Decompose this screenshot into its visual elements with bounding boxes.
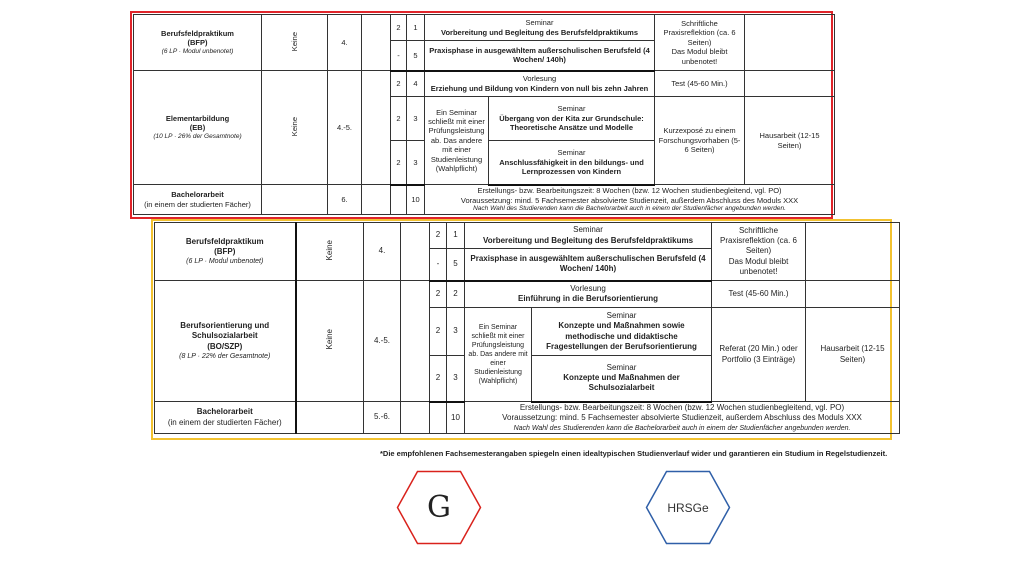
course-cell: Praxisphase in ausgewähltem außerschulischen Berufsfeld (4 Wochen/ 140h) xyxy=(425,41,655,71)
course-cell: Seminar Vorbereitung und Begleitung des Berufsfeldpraktikums xyxy=(425,15,655,41)
exam-cell: Hausarbeit (12-15 Seiten) xyxy=(745,97,835,185)
g-hexagon-badge[interactable] xyxy=(396,470,482,545)
exam-cell: Referat (20 Min.) oder Portfolio (3 Einträge) xyxy=(712,308,806,402)
bachelor-info-cell: Erstellungs- bzw. Bearbeitungszeit: 8 Wochen (bzw. 12 Wochen studienbegleitend, vgl. PO) Voraussetzung: mind. 5 Fachsemester absolvierte Studienzeit, außerdem Abschluss des Moduls XXX Nach Wahl des Studierenden kann die Bachelorarbeit auch in einem der Studienfächer angebunden werden. xyxy=(425,185,835,215)
course-cell: Vorlesung Erziehung und Bildung von Kindern von null bis zehn Jahren xyxy=(425,71,655,97)
table-row: 2 3 Ein Seminar schließt mit einer Prüfungsleistung ab. Das andere mit einer Studienleistung (Wahlpflicht) Seminar Übergang von der Kita zur Grundschule: Theoretische Ansätze und Modelle Kurzexposé zu einem Forschungsvorhaben (5- 6 Seiten) Hausarbeit (12-15 Seiten) xyxy=(134,97,835,141)
module-name-cell: Berufsfeldpraktikum (BFP) (6 LP · Modul unbenotet) xyxy=(155,223,296,281)
module-name-cell: Bachelorarbeit (in einem der studierten Fächer) xyxy=(134,185,262,215)
table-row: Bachelorarbeit (in einem der studierten Fächer) 6. 10 Erstellungs- bzw. Bearbeitungszeit: 8 Wochen (bzw. 12 Wochen studienbegleitend, vgl. PO) Voraussetzung: mind. 5 Fachsemester absolvierte Studienzeit, außerdem Abschluss des Moduls XXX Nach Wahl des Studierenden kann die Bachelorarbeit auch in einem der Studienfächer angebunden werden. xyxy=(134,185,835,215)
course-cell: Vorlesung Einführung in die Berufsorientierung xyxy=(465,281,712,308)
exam-cell: Hausarbeit (12-15 Seiten) xyxy=(806,308,900,402)
table-row: 2 3 Seminar Konzepte und Maßnahmen der Schulsozialarbeit xyxy=(155,356,900,402)
table-row: Bachelorarbeit (in einem der studierten Fächer) 5.-6. 10 Erstellungs- bzw. Bearbeitungszeit: 8 Wochen (bzw. 12 Wochen studienbegleitend, vgl. PO) Voraussetzung: mind. 5 Fachsemester absolvierte Studienzeit, außerdem Abschluss des Moduls XXX Nach Wahl des Studierenden kann die Bachelorarbeit auch in einem der Studienfächer angebunden werden. xyxy=(155,402,900,434)
table-row: - 5 Praxisphase in ausgewähltem außerschulischen Berufsfeld (4 Wochen/ 140h) xyxy=(155,249,900,281)
table-row: 2 3 Seminar Anschlussfähigkeit in den bildungs- und Lernprozessen von Kindern xyxy=(134,141,835,185)
hrsge-hexagon-badge[interactable] xyxy=(645,470,731,545)
table-row: - 5 Praxisphase in ausgewähltem außerschulischen Berufsfeld (4 Wochen/ 140h) xyxy=(134,41,835,71)
table-row: Berufsfeldpraktikum (BFP) (6 LP · Modul unbenotet) Keine 4. 2 1 Seminar Vorbereitung und Begleitung des Berufsfeldpraktikums Schriftliche Praxisreflektion (ca. 6 Seiten) Das Modul bleibt unbenotet! xyxy=(134,15,835,41)
semester-cell: 4.-5. xyxy=(364,281,401,402)
exam-cell: Kurzexposé zu einem Forschungsvorhaben (5- 6 Seiten) xyxy=(655,97,745,185)
exam-cell: Schriftliche Praxisreflektion (ca. 6 Seiten) Das Modul bleibt unbenotet! xyxy=(655,15,745,71)
table-row: Berufsorientierung und Schulsozialarbeit (BO/SZP) (8 LP · 22% der Gesamtnote) Keine 4.-5. 2 2 Vorlesung Einführung in die Berufsorientierung Test (45-60 Min.) xyxy=(155,281,900,308)
table-row: 2 3 Ein Seminar schließt mit einer Prüfungsleistung ab. Das andere mit einer Studienleistung (Wahlpflicht) Seminar Konzepte und Maßnahmen sowie methodische und didaktische Fragestellungen der Berufsorientierung Referat (20 Min.) oder Portfolio (3 Einträge) Hausarbeit (12-15 Seiten) xyxy=(155,308,900,356)
course-cell: Seminar Vorbereitung und Begleitung des Berufsfeldpraktikums xyxy=(465,223,712,249)
semester-cell: 6. xyxy=(328,185,362,215)
exam-cell: Schriftliche Praxisreflektion (ca. 6 Seiten) Das Modul bleibt unbenotet! xyxy=(712,223,806,281)
module-name-cell: Berufsfeldpraktikum (BFP) (6 LP · Modul unbenotet) xyxy=(134,15,262,71)
module-table-berufsorientierung xyxy=(154,222,900,434)
prereq-cell: Keine xyxy=(262,15,328,71)
module-name-cell: Berufsorientierung und Schulsozialarbeit (BO/SZP) (8 LP · 22% der Gesamtnote) xyxy=(155,281,296,402)
exam-cell: Test (45-60 Min.) xyxy=(655,71,745,97)
choice-cell: Ein Seminar schließt mit einer Prüfungsleistung ab. Das andere mit einer Studienleistung (Wahlpflicht) xyxy=(425,97,489,185)
module-name-cell: Bachelorarbeit (in einem der studierten Fächer) xyxy=(155,402,296,434)
g-badge-label: G xyxy=(427,490,451,525)
table-row: Berufsfeldpraktikum (BFP) (6 LP · Modul unbenotet) Keine 4. 2 1 Seminar Vorbereitung und Begleitung des Berufsfeldpraktikums Schriftliche Praxisreflektion (ca. 6 Seiten) Das Modul bleibt unbenotet! xyxy=(155,223,900,249)
bachelor-info-cell: Erstellungs- bzw. Bearbeitungszeit: 8 Wochen (bzw. 12 Wochen studienbegleitend, vgl. PO) Voraussetzung: mind. 5 Fachsemester absolvierte Studienzeit, außerdem Abschluss des Moduls XXX Nach Wahl des Studierenden kann die Bachelorarbeit auch in einem der Studienfächer angebunden werden. xyxy=(465,402,900,434)
semester-cell: 5.-6. xyxy=(364,402,401,434)
semester-cell: 4.-5. xyxy=(328,71,362,185)
prereq-cell: Keine xyxy=(296,281,364,402)
module-name-cell: Elementarbildung (EB) (10 LP · 26% der Gesamtnote) xyxy=(134,71,262,185)
footnote: *Die empfohlenen Fachsemesterangaben spiegeln einen idealtypischen Studienverlauf wider und garantieren ein Studium in Regelstudienzeit. xyxy=(380,449,888,458)
course-cell: Seminar Übergang von der Kita zur Grundschule: Theoretische Ansätze und Modelle xyxy=(489,97,655,141)
course-cell: Seminar Konzepte und Maßnahmen der Schulsozialarbeit xyxy=(532,356,712,402)
course-cell: Seminar Konzepte und Maßnahmen sowie methodische und didaktische Fragestellungen der Berufsorientierung xyxy=(532,308,712,356)
semester-cell: 4. xyxy=(328,15,362,71)
choice-cell: Ein Seminar schließt mit einer Prüfungsleistung ab. Das andere mit einer Studienleistung (Wahlpflicht) xyxy=(465,308,532,402)
exam-cell: Test (45-60 Min.) xyxy=(712,281,806,308)
prereq-cell: Keine xyxy=(296,223,364,281)
semester-cell: 4. xyxy=(364,223,401,281)
course-cell: Praxisphase in ausgewähltem außerschulischen Berufsfeld (4 Wochen/ 140h) xyxy=(465,249,712,281)
hrsge-badge-label: HRSGe xyxy=(667,500,709,515)
module-table-elementarbildung xyxy=(133,14,835,215)
prereq-cell: Keine xyxy=(262,71,328,185)
course-cell: Seminar Anschlussfähigkeit in den bildungs- und Lernprozessen von Kindern xyxy=(489,141,655,185)
table-row: Elementarbildung (EB) (10 LP · 26% der Gesamtnote) Keine 4.-5. 2 4 Vorlesung Erziehung und Bildung von Kindern von null bis zehn Jahren Test (45-60 Min.) xyxy=(134,71,835,97)
